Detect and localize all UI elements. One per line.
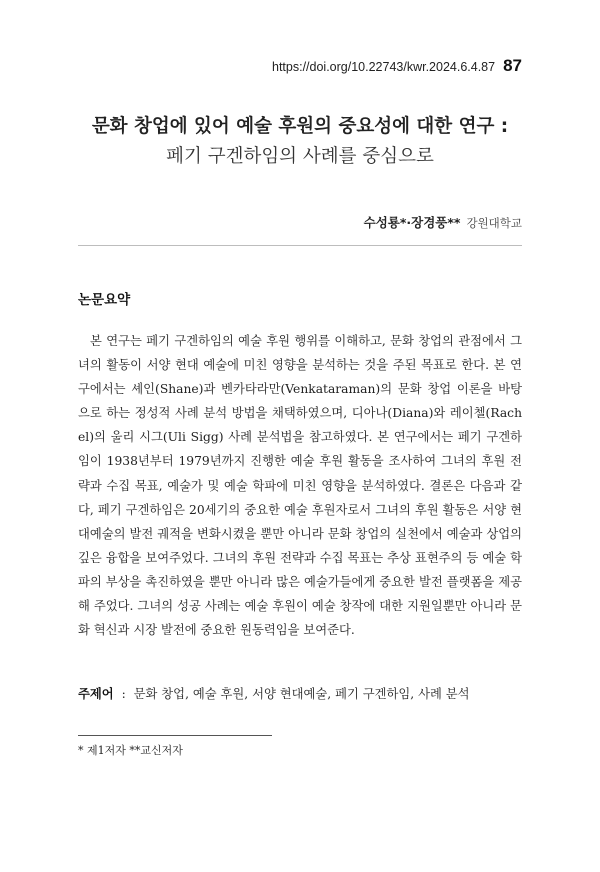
- author-footnote: * 제1저자 **교신저자: [78, 744, 183, 757]
- author-affiliation: 강원대학교: [466, 216, 522, 230]
- abstract-body: 본 연구는 페기 구겐하임의 예술 후원 행위를 이해하고, 문화 창업의 관점에서 그녀의 활동이 서양 현대 예술에 미친 영향을 분석하는 것을 주된 목표로 한다. 본 연구에서는 셰인(Shane)과 벤카타라만(Venkataraman)의 문화 창업 이론을 바탕으로 하는 정성적 사례 분석 방법을 채택하였으며, 디아나(Diana)와 레이첼(Rachel)의 울리 시그(Uli Sigg) 사례 분석법을 참고하였다. 본 연구에서는 페기 구겐하임이 1938년부터 1979년까지 진행한 예술 후원 활동을 조사하여 그녀의 후원 전략과 수집 목표, 예술가 및 예술 학파에 미친 영향을 분석하였다. 결론은 다음과 같다, 페기 구겐하임은 20세기의 중요한 예술 후원자로서 그녀의 후원 활동은 서양 현대예술의 발전 궤적을 변화시켰을 뿐만 아니라 문화 창업의 실천에서 예술과 상업의 깊은 융합을 보여주었다. 그녀의 후원 전략과 수집 목표는 추상 표현주의 등 예술 학파의 부상을 촉진하였을 뿐만 아니라 많은 예술가들에게 중요한 발전 플랫폼을 제공해 주었다. 그녀의 성공 사례는 예술 후원이 예술 창작에 대한 지원일뿐만 아니라 문화 혁신과 시장 발전에 중요한 원동력임을 보여준다.: [78, 334, 522, 638]
- paper-subtitle: 페기 구겐하임의 사례를 중심으로: [166, 146, 434, 167]
- author-names: 수성룡*·장경풍**: [363, 215, 461, 230]
- keywords-separator: :: [121, 687, 126, 701]
- footnote-divider: [78, 735, 272, 736]
- author-line: [364, 213, 522, 231]
- running-header: [272, 56, 522, 76]
- doi-link[interactable]: https://doi.org/10.22743/kwr.2024.6.4.87: [272, 60, 496, 74]
- keywords-label: 주제어: [78, 687, 114, 701]
- title-block: [0, 114, 600, 170]
- page-number: 87: [503, 56, 522, 75]
- keywords-text: 문화 창업, 예술 후원, 서양 현대예술, 페기 구겐하임, 사례 분석: [133, 687, 470, 701]
- title-divider: [78, 245, 522, 246]
- keywords-line: [78, 684, 528, 702]
- abstract-heading: 논문요약: [78, 292, 131, 308]
- paper-title: 문화 창업에 있어 예술 후원의 중요성에 대한 연구 :: [91, 116, 509, 137]
